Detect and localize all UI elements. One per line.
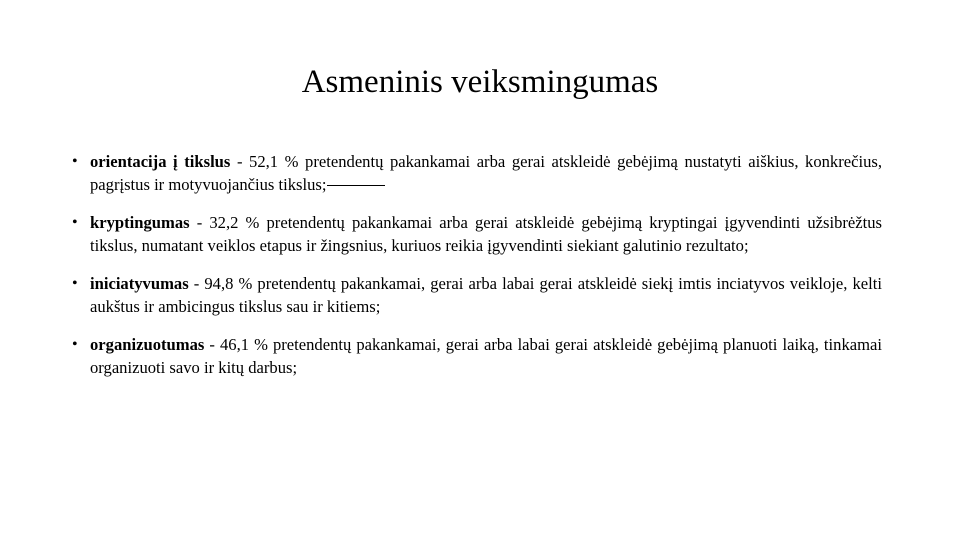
bullet-icon: • (72, 153, 78, 170)
bullet-text: pretendentų pakankamai, gerai arba labai gerai atskleidė siekį imtis inciatyvos veikloje, kelti aukštus ir ambicingus tikslus sau ir kitiems; (90, 274, 882, 316)
bullet-text: pretendentų pakankamai arba gerai atskleidė gebėjimą kryptingai įgyvendinti užsibrėžtus tikslus, numatant veiklos etapus ir žingsnius, kuriuos reikia įgyvendinti siekiant galutinio rezultato; (90, 213, 882, 255)
bullet-stat: - 32,2 % (189, 213, 260, 232)
bullet-list (72, 150, 882, 394)
bullet-stat: - 94,8 % (188, 274, 253, 293)
bullet-term: kryptingumas (90, 213, 190, 232)
bullet-stat: - 46,1 % (204, 335, 268, 354)
bullet-text: pretendentų pakankamai, gerai arba labai gerai atskleidė gebėjimą planuoti laiką, tinkamai organizuoti savo ir kitų darbus; (90, 335, 882, 377)
bullet-item-orientacija (72, 150, 882, 196)
bullet-text: pretendentų pakankamai arba gerai atskleidė gebėjimą nustatyti aiškius, konkrečius, pagrįstus ir motyvuojančius tikslus; (90, 152, 882, 194)
bullet-icon: • (72, 336, 78, 353)
bullet-icon: • (72, 214, 78, 231)
bullet-item-iniciatyvumas (72, 272, 882, 318)
bullet-term: iniciatyvumas (90, 274, 189, 293)
bullet-item-kryptingumas (72, 211, 882, 257)
underline-rule (327, 185, 385, 186)
slide-title: Asmeninis veiksmingumas (301, 64, 659, 100)
bullet-term: organizuotumas (90, 335, 205, 354)
bullet-stat: - 52,1 % (230, 152, 299, 171)
bullet-icon: • (72, 275, 78, 292)
bullet-item-organizuotumas (72, 333, 882, 379)
bullet-term: orientacija į tikslus (90, 152, 231, 171)
